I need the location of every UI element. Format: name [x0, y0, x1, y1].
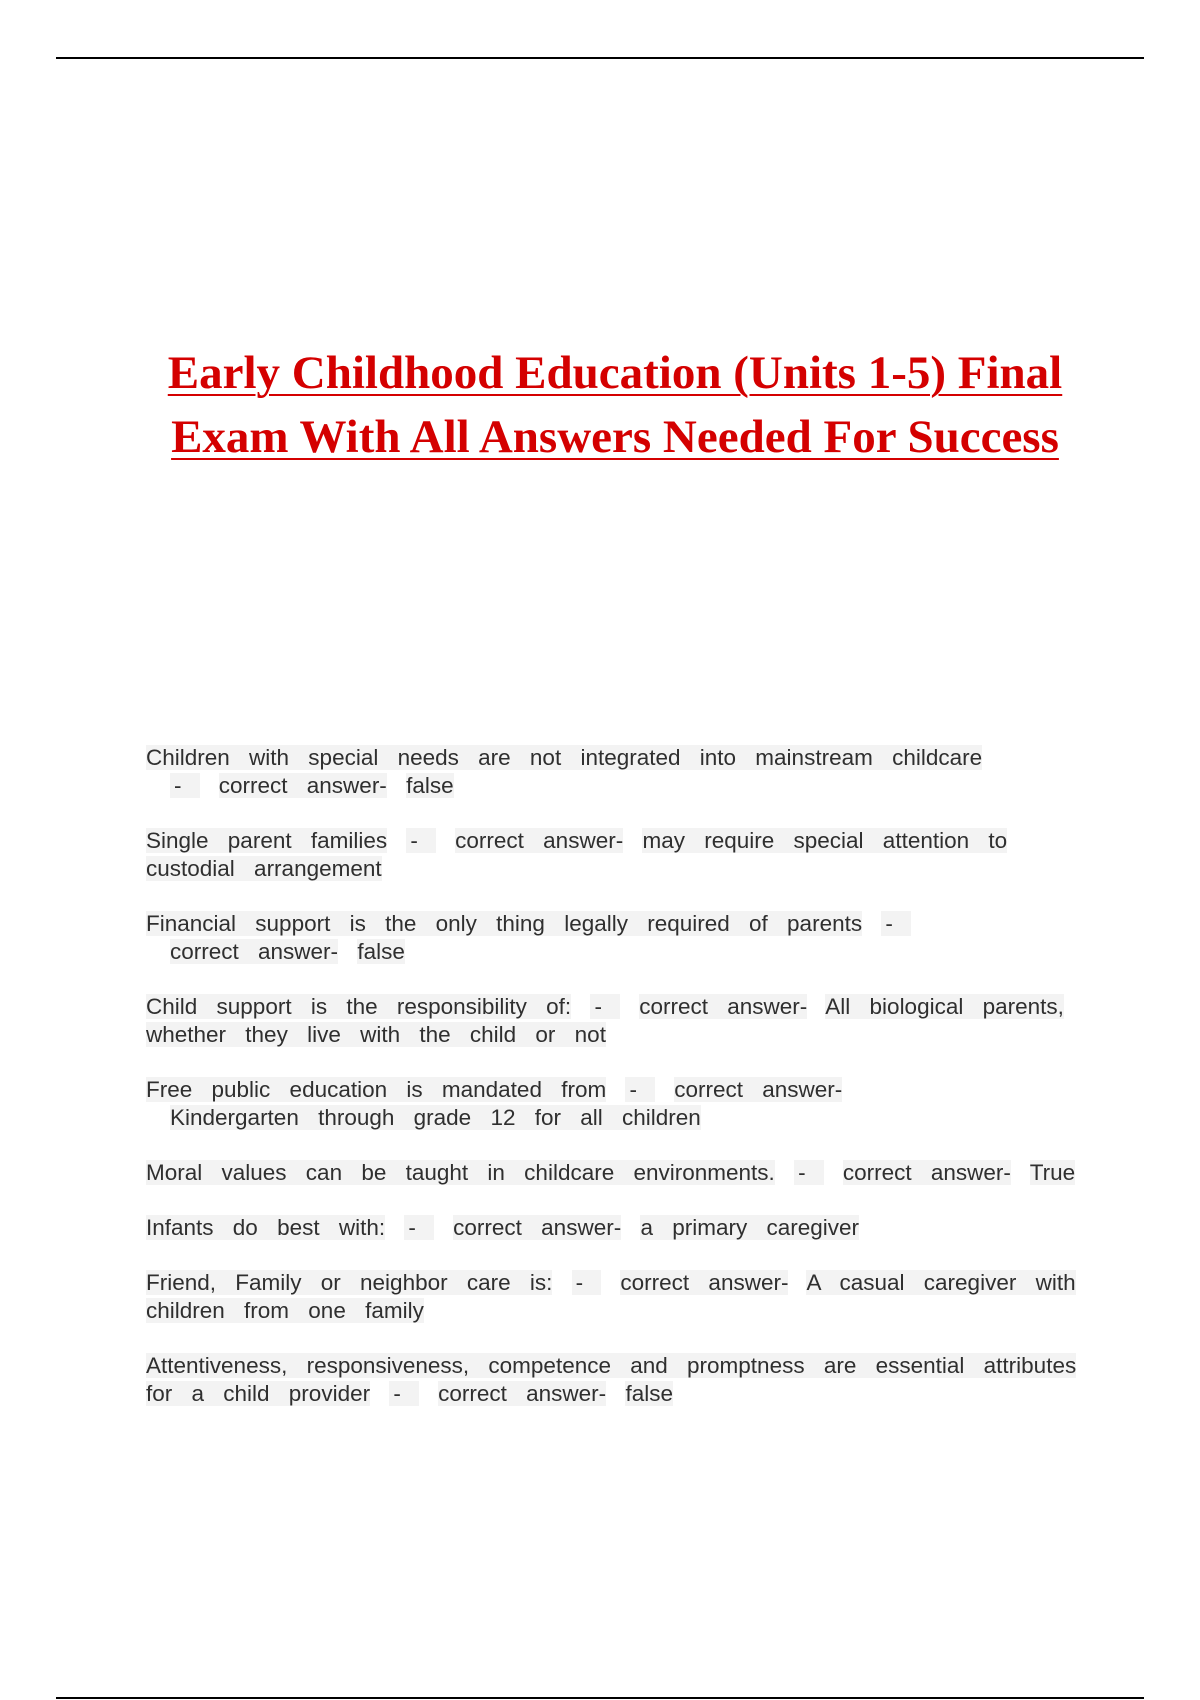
answer-prefix: correct answer- — [674, 1077, 843, 1102]
answer-text: may require special attention to custodial arrangement — [146, 828, 1008, 881]
answer-text: false — [357, 939, 405, 964]
document-title — [120, 341, 1110, 469]
answer-prefix: correct answer- — [842, 1160, 1011, 1185]
answer-prefix: correct answer- — [453, 1215, 622, 1240]
question-text: Child support is the responsibility of: — [146, 994, 572, 1019]
qa-item — [146, 1269, 1086, 1325]
separator: - — [389, 1381, 419, 1406]
answer-text: All biological parents, whether they live with the child or not — [146, 994, 1064, 1047]
answer-prefix: correct answer- — [170, 939, 339, 964]
separator: - — [881, 911, 911, 936]
separator: - — [404, 1215, 434, 1240]
qa-item — [146, 744, 1086, 800]
answer-text: false — [406, 773, 454, 798]
answer-prefix: correct answer- — [639, 994, 808, 1019]
separator: - — [406, 828, 436, 853]
question-answer-list — [146, 744, 1086, 1435]
qa-item — [146, 1159, 1086, 1187]
qa-item — [146, 993, 1086, 1049]
separator: - — [625, 1077, 655, 1102]
answer-prefix: correct answer- — [620, 1270, 789, 1295]
answer-text: false — [625, 1381, 673, 1406]
answer-text: a primary caregiver — [640, 1215, 860, 1240]
separator: - — [590, 994, 620, 1019]
qa-item — [146, 1076, 1086, 1132]
question-text: Free public education is mandated from — [146, 1077, 607, 1102]
answer-prefix: correct answer- — [455, 828, 624, 853]
question-text: Infants do best with: — [146, 1215, 386, 1240]
qa-item — [146, 827, 1086, 883]
answer-prefix: correct answer- — [218, 773, 387, 798]
separator: - — [794, 1160, 824, 1185]
qa-item — [146, 1214, 1086, 1242]
footer-rule — [56, 1697, 1144, 1699]
question-text: Financial support is the only thing legally required of parents — [146, 911, 863, 936]
separator: - — [572, 1270, 602, 1295]
answer-prefix: correct answer- — [438, 1381, 607, 1406]
answer-text: True — [1029, 1160, 1076, 1185]
question-text: Single parent families — [146, 828, 388, 853]
header-rule — [56, 57, 1144, 59]
title-line-2: Exam With All Answers Needed For Success — [171, 411, 1059, 464]
qa-item — [146, 910, 1086, 966]
question-text: Attentiveness, responsiveness, competence and promptness are essential attributes for a child provider — [146, 1353, 1077, 1406]
question-text: Children with special needs are not integrated into mainstream childcare — [146, 745, 983, 770]
separator: - — [170, 773, 200, 798]
question-text: Friend, Family or neighbor care is: — [146, 1270, 553, 1295]
qa-item — [146, 1352, 1086, 1408]
title-line-1: Early Childhood Education (Units 1-5) Final — [167, 347, 1063, 400]
question-text: Moral values can be taught in childcare environments. — [146, 1160, 775, 1185]
answer-text: A casual caregiver with children from one family — [146, 1270, 1076, 1323]
answer-text: Kindergarten through grade 12 for all children — [170, 1105, 701, 1130]
